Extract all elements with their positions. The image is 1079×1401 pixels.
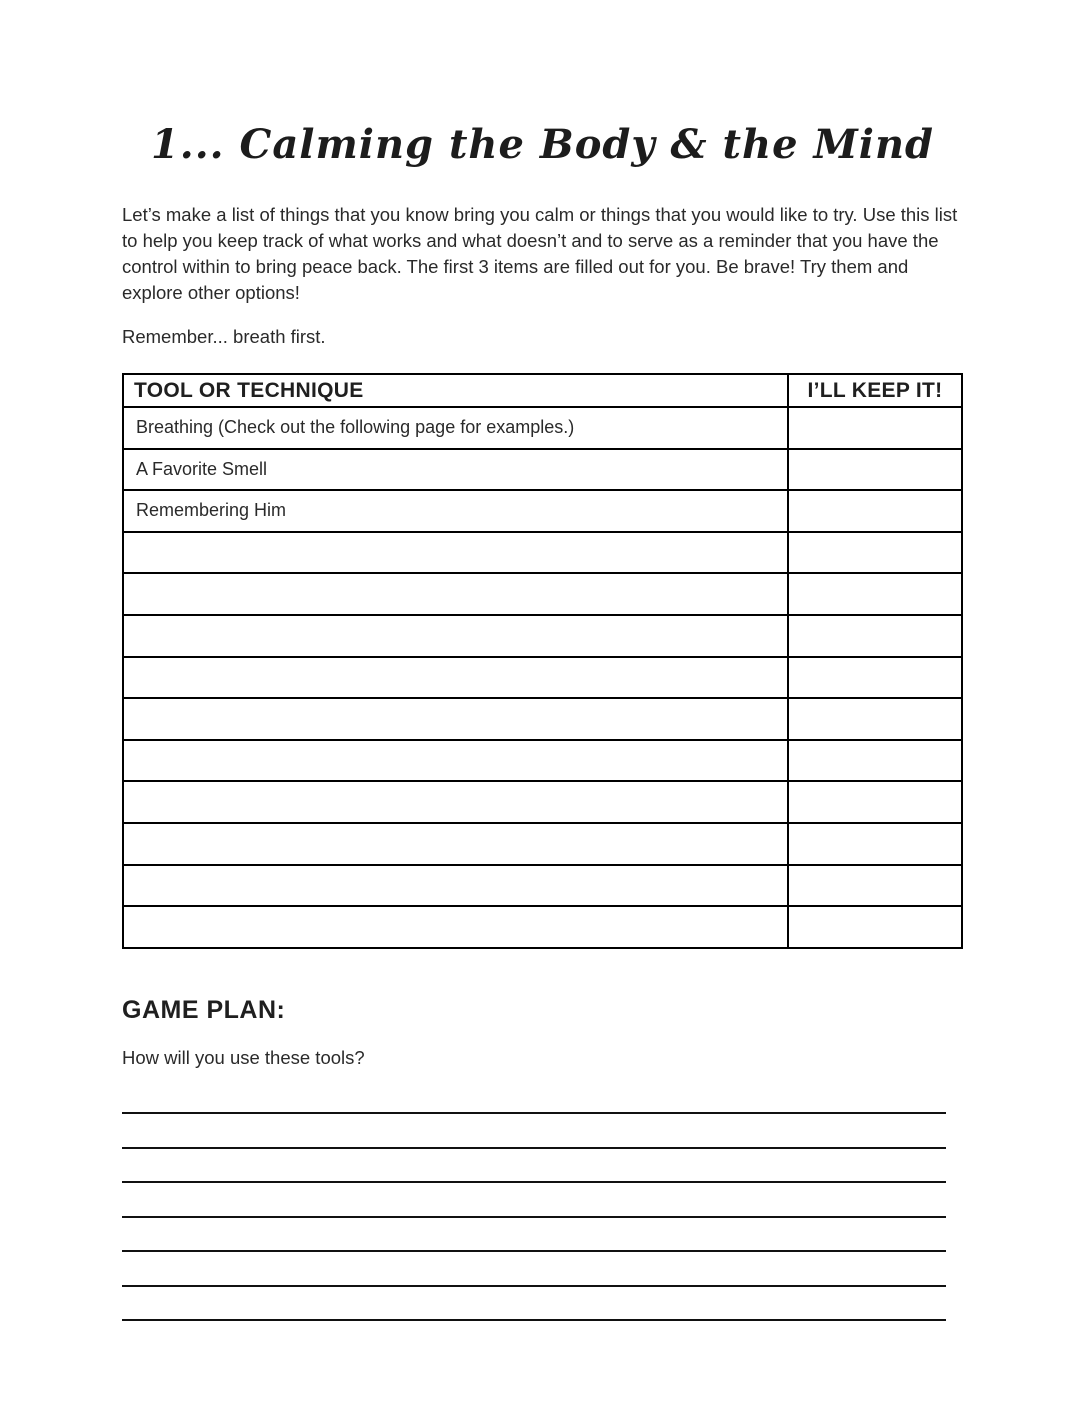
table-row — [123, 490, 962, 532]
keep-cell — [788, 449, 962, 491]
game-plan-question: How will you use these tools? — [122, 1046, 365, 1068]
table-row — [123, 407, 962, 449]
keep-cell — [788, 865, 962, 907]
tool-cell — [123, 573, 788, 615]
tool-cell — [123, 615, 788, 657]
writing-line — [122, 1080, 946, 1115]
tool-cell — [123, 698, 788, 740]
keep-cell — [788, 657, 962, 699]
keep-cell — [788, 532, 962, 574]
table-row — [123, 740, 962, 782]
table-row — [123, 865, 962, 907]
tools-table — [122, 373, 963, 949]
keep-cell — [788, 781, 962, 823]
game-plan-heading: GAME PLAN: — [122, 995, 286, 1024]
keep-cell — [788, 740, 962, 782]
writing-line — [122, 1114, 946, 1149]
worksheet-page — [122, 0, 963, 1321]
writing-line — [122, 1149, 946, 1184]
keep-cell — [788, 698, 962, 740]
table-row — [123, 615, 962, 657]
tool-cell — [123, 532, 788, 574]
table-row — [123, 906, 962, 948]
answer-lines — [122, 1080, 946, 1322]
tool-cell — [123, 740, 788, 782]
tool-cell — [123, 823, 788, 865]
table-header-row — [123, 374, 962, 407]
tool-cell — [123, 781, 788, 823]
table-row — [123, 698, 962, 740]
writing-line — [122, 1252, 946, 1287]
writing-line — [122, 1183, 946, 1218]
writing-line — [122, 1287, 946, 1322]
writing-line — [122, 1218, 946, 1253]
table-row — [123, 449, 962, 491]
reminder-text: Remember... breath first. — [122, 326, 326, 347]
table-row — [123, 823, 962, 865]
keep-cell — [788, 490, 962, 532]
tool-cell — [123, 657, 788, 699]
page-title: 1... Calming the Body & the Mind — [150, 121, 935, 168]
tool-cell: Remembering Him — [123, 490, 788, 532]
column-header-keep: I’LL KEEP IT! — [788, 374, 962, 407]
column-header-tool: TOOL OR TECHNIQUE — [123, 374, 788, 407]
tool-cell: Breathing (Check out the following page for examples.) — [123, 407, 788, 449]
keep-cell — [788, 573, 962, 615]
keep-cell — [788, 407, 962, 449]
tool-cell — [123, 865, 788, 907]
table-row — [123, 657, 962, 699]
table-row — [123, 781, 962, 823]
tool-cell: A Favorite Smell — [123, 449, 788, 491]
keep-cell — [788, 823, 962, 865]
keep-cell — [788, 615, 962, 657]
table-row — [123, 532, 962, 574]
table-row — [123, 573, 962, 615]
tool-cell — [123, 906, 788, 948]
keep-cell — [788, 906, 962, 948]
intro-paragraph: Let’s make a list of things that you know bring you calm or things that you would like to try. Use this list to help you keep track of what works and what doesn’t and to serve as a reminder that you have the control within to bring peace back. The first 3 items are filled out for you. Be brave! Try them and explore other options! — [122, 204, 958, 303]
